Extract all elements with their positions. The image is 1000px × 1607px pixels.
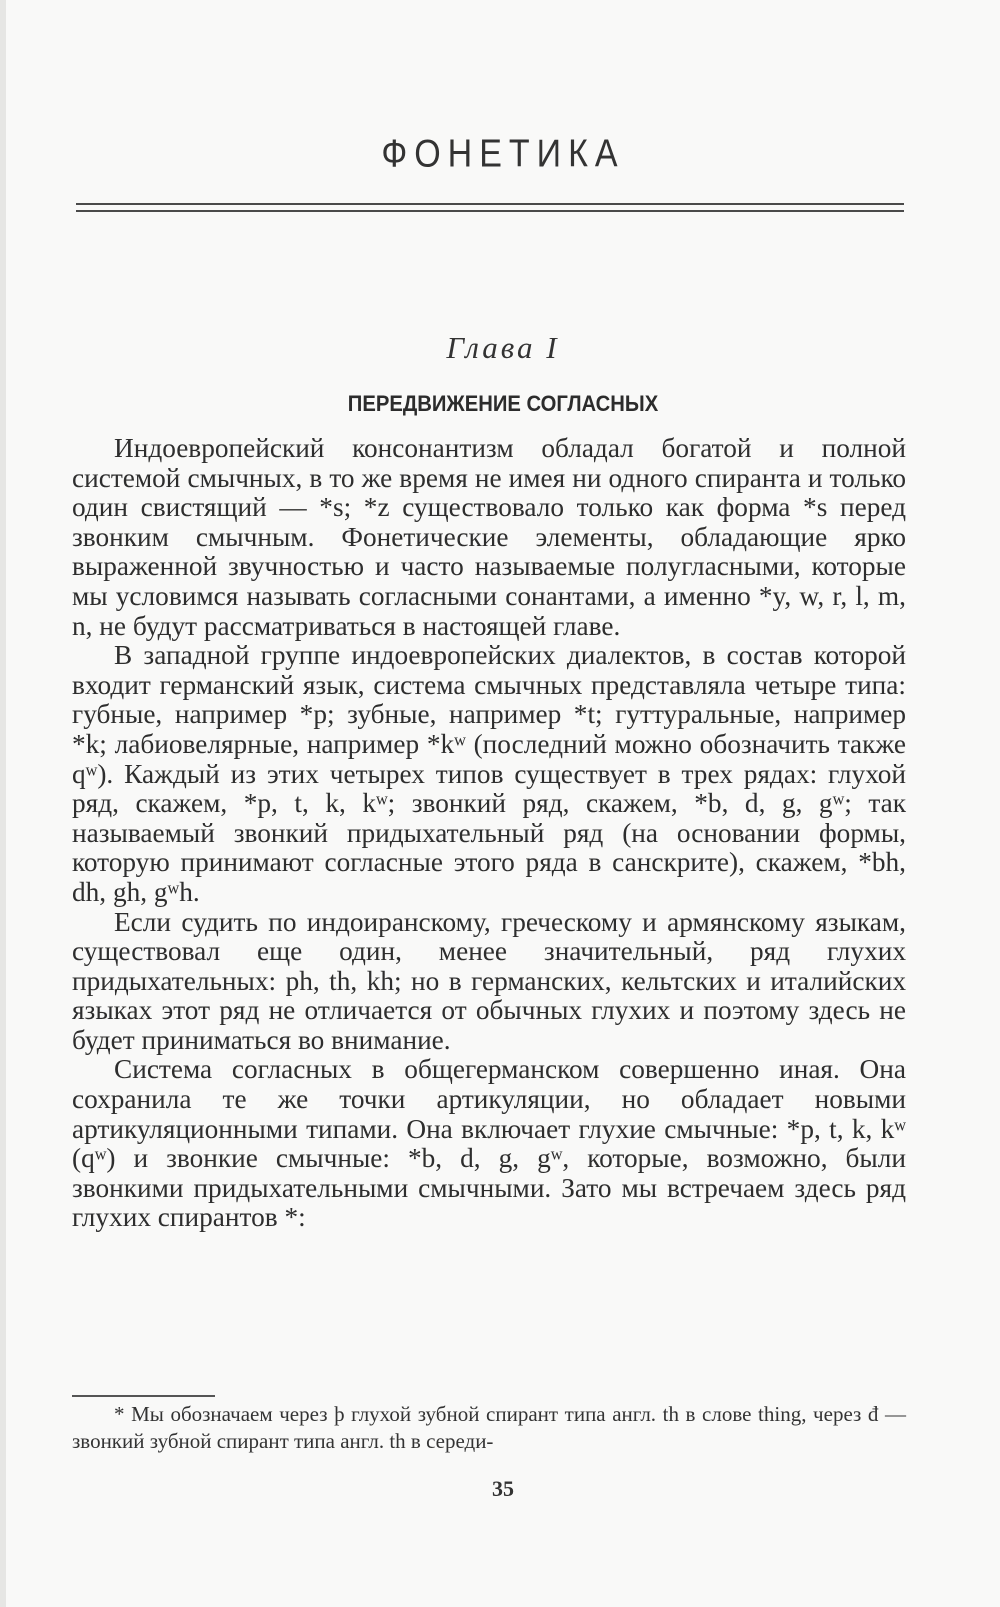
part-title: ФОНЕТИКА <box>381 132 625 176</box>
paragraph: Если судить по индоиранскому, греческому и армянскому языкам, существовал еще один, менее значительный, ряд глухих придыхательных: ph, th, kh; но в германских, кельтских и италийских языках этот ряд не отличается от обычных глухих и поэтому здесь не будет приниматься во внимание. <box>72 906 906 1055</box>
footnote-divider <box>72 1395 215 1397</box>
body-text <box>72 434 906 1233</box>
rule-line-bottom <box>76 210 904 212</box>
double-rule-divider <box>76 202 904 212</box>
paragraph: Система согласных в общегерманском совершенно иная. Она сохранила те же точки артикуляции, но обладает новыми артикуляционными типами. Она включает глухие смычные: *p, t, k, kʷ (qʷ) и звонкие смычные: *b, d, g, gʷ, которые, возможно, были звонкими придыхательными смычными. Зато мы встречаем здесь ряд глухих спирантов *: <box>72 1054 906 1233</box>
chapter-title: Глава I <box>446 330 560 365</box>
paragraph: В западной группе индоевропейских диалектов, в состав которой входит германский язык, система смычных представляла четыре типа: губные, например *p; зубные, например *t; гуттуральные, например *k; лабиовелярные, например *kʷ (последний можно обозначить также qʷ). Каждый из этих четырех типов существует в трех рядах: глухой ряд, скажем, *p, t, k, kʷ; звонкий ряд, скажем, *b, d, g, gʷ; так называемый звонкий придыхательный ряд (на основании формы, которую принимают согласные этого ряда в санскрите), скажем, *bh, dh, gh, gʷh. <box>72 640 906 907</box>
paragraph: Индоевропейский консонантизм обладал богатой и полной системой смычных, в то же время не имея ни одного спиранта и только один свистящий — *s; *z существовало только как форма *s перед звонким смычным. Фонетические элементы, обладающие ярко выраженной звучностью и часто называемые полугласными, которые мы условимся называть согласными сонантами, а именно *y, w, r, l, m, n, не будут рассматриваться в настоящей главе. <box>72 433 906 641</box>
footnote <box>72 1401 906 1455</box>
section-title: ПЕРЕДВИЖЕНИЕ СОГЛАСНЫХ <box>347 391 659 416</box>
rule-line-top <box>76 203 904 205</box>
page-number: 35 <box>492 1476 514 1501</box>
footnote-text: * Мы обозначаем через þ глухой зубной спирант типа англ. th в слове thing, через đ — звонкий зубной спирант типа англ. th в середи- <box>72 1402 906 1453</box>
